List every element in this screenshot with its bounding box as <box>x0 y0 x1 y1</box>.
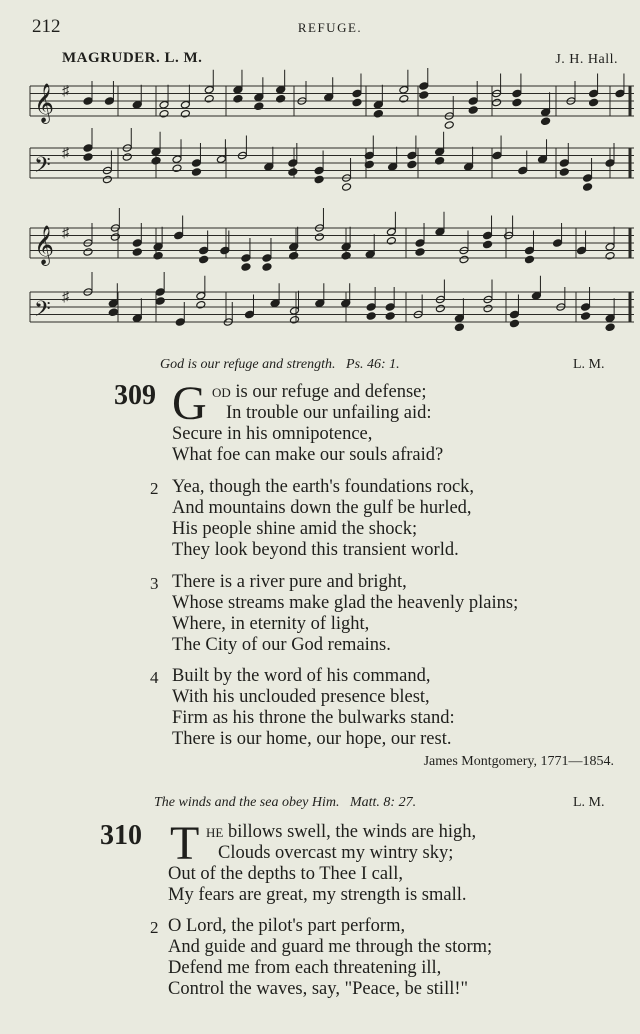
treble-clef-icon: 𝄞 <box>34 225 55 265</box>
treble-clef-icon: 𝄞 <box>34 83 55 123</box>
hymn-309-number: 309 <box>114 380 156 411</box>
hymn-309-author: James Montgomery, 1771—1854. <box>423 754 614 769</box>
hymn-310-v2-number: 2 <box>150 918 159 937</box>
hymn-310-v1-line1: he billows swell, the winds are high, <box>206 822 477 842</box>
svg-text:♯: ♯ <box>62 226 69 241</box>
hymn-309-v1-line4: What foe can make our souls afraid? <box>172 445 444 465</box>
hymn-309-v3-line2: Whose streams make glad the heavenly plains; <box>172 593 519 613</box>
page-number: 212 <box>32 16 61 37</box>
hymn-309-v4-line1: Built by the word of his command, <box>172 666 431 686</box>
hymn-309-v3-number: 3 <box>150 574 159 593</box>
hymn-309-meter: L. M. <box>573 357 605 372</box>
bass-clef-icon: 𝄢 <box>34 153 51 183</box>
hymn-309-v1-line2: In trouble our unfailing aid: <box>226 403 432 423</box>
running-head: REFUGE. <box>297 20 363 35</box>
hymn-310-v2-line2: And guide and guard me through the storm; <box>168 937 493 957</box>
svg-text:♯: ♯ <box>62 290 69 305</box>
hymn-309-v3-line4: The City of our God remains. <box>172 635 391 655</box>
bass-clef-icon: 𝄢 <box>34 297 51 327</box>
hymn-309-v1-line1: od is our refuge and defense; <box>212 382 427 402</box>
hymn-309-v2-line4: They look beyond this transient world. <box>172 540 459 560</box>
hymn-309-v3-line1: There is a river pure and bright, <box>172 572 407 592</box>
hymn-309-v1-line3: Secure in his omnipotence, <box>172 424 373 444</box>
hymn-309-v3-line3: Where, in eternity of light, <box>172 614 370 634</box>
music-score <box>26 68 640 344</box>
hymn-310-number: 310 <box>100 820 142 851</box>
tune-composer: J. H. Hall. <box>555 52 618 67</box>
hymn-310-caption: The winds and the sea obey Him. Matt. 8: 27. <box>154 795 417 810</box>
tune-heading <box>62 50 202 67</box>
hymn-309-caption: God is our refuge and strength. Ps. 46: 1. <box>160 357 400 372</box>
hymn-309-v2-line3: His people shine amid the shock; <box>172 519 418 539</box>
svg-text:♯: ♯ <box>62 84 69 99</box>
hymn-310-v2-line3: Defend me from each threatening ill, <box>168 958 442 978</box>
hymn-309-v4-number: 4 <box>150 668 159 687</box>
hymn-309-drop-cap: G <box>172 377 207 430</box>
hymn-309-v2-line1: Yea, though the earth's foundations rock, <box>172 477 475 497</box>
hymn-309-v4-line2: With his unclouded presence blest, <box>172 687 430 707</box>
hymn-310-v1-line4: My fears are great, my strength is small. <box>168 885 467 905</box>
hymn-309-v4-line4: There is our home, our hope, our rest. <box>172 729 452 749</box>
hymn-309-v2-number: 2 <box>150 479 159 498</box>
hymn-310-v1-line3: Out of the depths to Thee I call, <box>168 864 403 884</box>
tune-meter: L. M. <box>164 50 203 66</box>
hymn-310-v1-line2: Clouds overcast my wintry sky; <box>218 843 454 863</box>
svg-text:♯: ♯ <box>62 146 69 161</box>
tune-name: MAGRUDER. <box>62 50 161 66</box>
hymn-310-drop-cap: T <box>170 817 200 870</box>
hymn-309-v4-line3: Firm as his throne the bulwarks stand: <box>172 708 455 728</box>
hymn-310-v2-line4: Control the waves, say, "Peace, be still!" <box>168 979 469 999</box>
hymn-310-meter: L. M. <box>573 795 605 810</box>
hymn-309-v2-line2: And mountains down the gulf be hurled, <box>172 498 472 518</box>
hymn-310-v2-line1: O Lord, the pilot's part perform, <box>168 916 406 936</box>
